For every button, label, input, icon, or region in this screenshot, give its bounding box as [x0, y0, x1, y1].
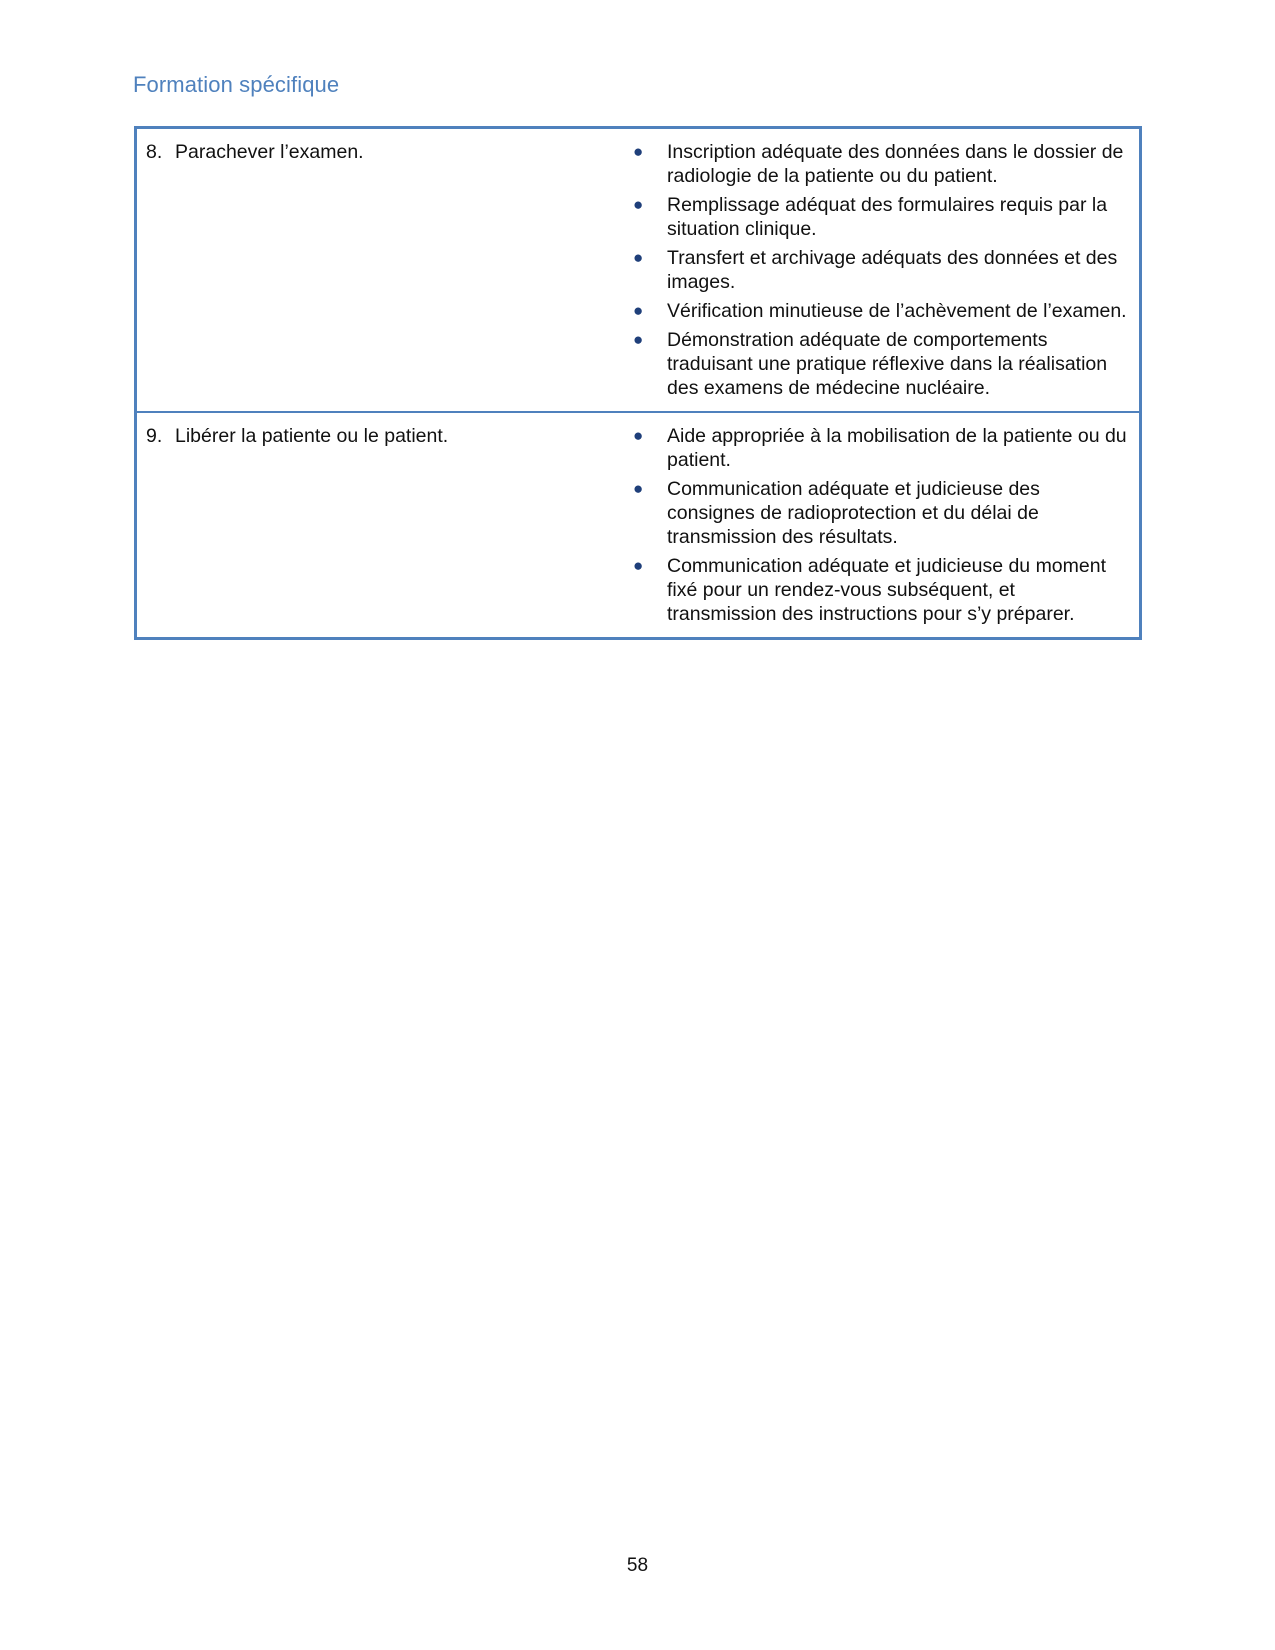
- criteria-list: [632, 413, 1139, 637]
- list-item: [632, 424, 1129, 472]
- list-item: [632, 477, 1129, 549]
- criterion-text: Aide appropriée à la mobilisation de la patiente ou du patient.: [667, 425, 1127, 471]
- criteria-cell: [632, 412, 1141, 639]
- table-row: [136, 128, 1141, 413]
- bullet-icon: ●: [633, 556, 644, 575]
- task-step: [137, 413, 632, 448]
- task-step: [137, 129, 632, 164]
- bullet-icon: ●: [633, 426, 644, 445]
- list-item: [632, 299, 1129, 323]
- list-item: [632, 140, 1129, 188]
- list-item: [632, 246, 1129, 294]
- bullet-icon: ●: [633, 248, 644, 267]
- criterion-text: Communication adéquate et judicieuse des consignes de radioprotection et du délai de transmission des résultats.: [667, 478, 1040, 548]
- criterion-text: Transfert et archivage adéquats des données et des images.: [667, 247, 1118, 293]
- bullet-icon: ●: [633, 479, 644, 498]
- step-number: 9.: [146, 425, 163, 447]
- task-cell: [136, 412, 633, 639]
- bullet-icon: ●: [633, 142, 644, 161]
- section-title: Formation spécifique: [133, 72, 340, 97]
- step-label: Libérer la patiente ou le patient.: [175, 425, 449, 447]
- task-cell: [136, 128, 633, 413]
- criteria-cell: [632, 128, 1141, 413]
- step-label: Parachever l’examen.: [175, 141, 364, 163]
- table-row: [136, 412, 1141, 639]
- criterion-text: Remplissage adéquat des formulaires requis par la situation clinique.: [667, 194, 1108, 240]
- list-item: [632, 193, 1129, 241]
- criteria-list: [632, 129, 1139, 411]
- page-number: 58: [626, 1555, 649, 1576]
- step-number: 8.: [146, 141, 163, 163]
- competency-table: [134, 126, 1142, 640]
- list-item: [632, 554, 1129, 626]
- criterion-text: Vérification minutieuse de l’achèvement de l’examen.: [667, 300, 1127, 322]
- bullet-icon: ●: [633, 301, 644, 320]
- list-item: [632, 328, 1129, 400]
- criterion-text: Inscription adéquate des données dans le dossier de radiologie de la patiente ou du patient.: [667, 141, 1124, 187]
- criterion-text: Communication adéquate et judicieuse du moment fixé pour un rendez-vous subséquent, et transmission des instructions pour s’y préparer.: [667, 555, 1107, 625]
- bullet-icon: ●: [633, 330, 644, 349]
- bullet-icon: ●: [633, 195, 644, 214]
- criterion-text: Démonstration adéquate de comportements traduisant une pratique réflexive dans la réalisation des examens de médecine nucléaire.: [667, 329, 1108, 399]
